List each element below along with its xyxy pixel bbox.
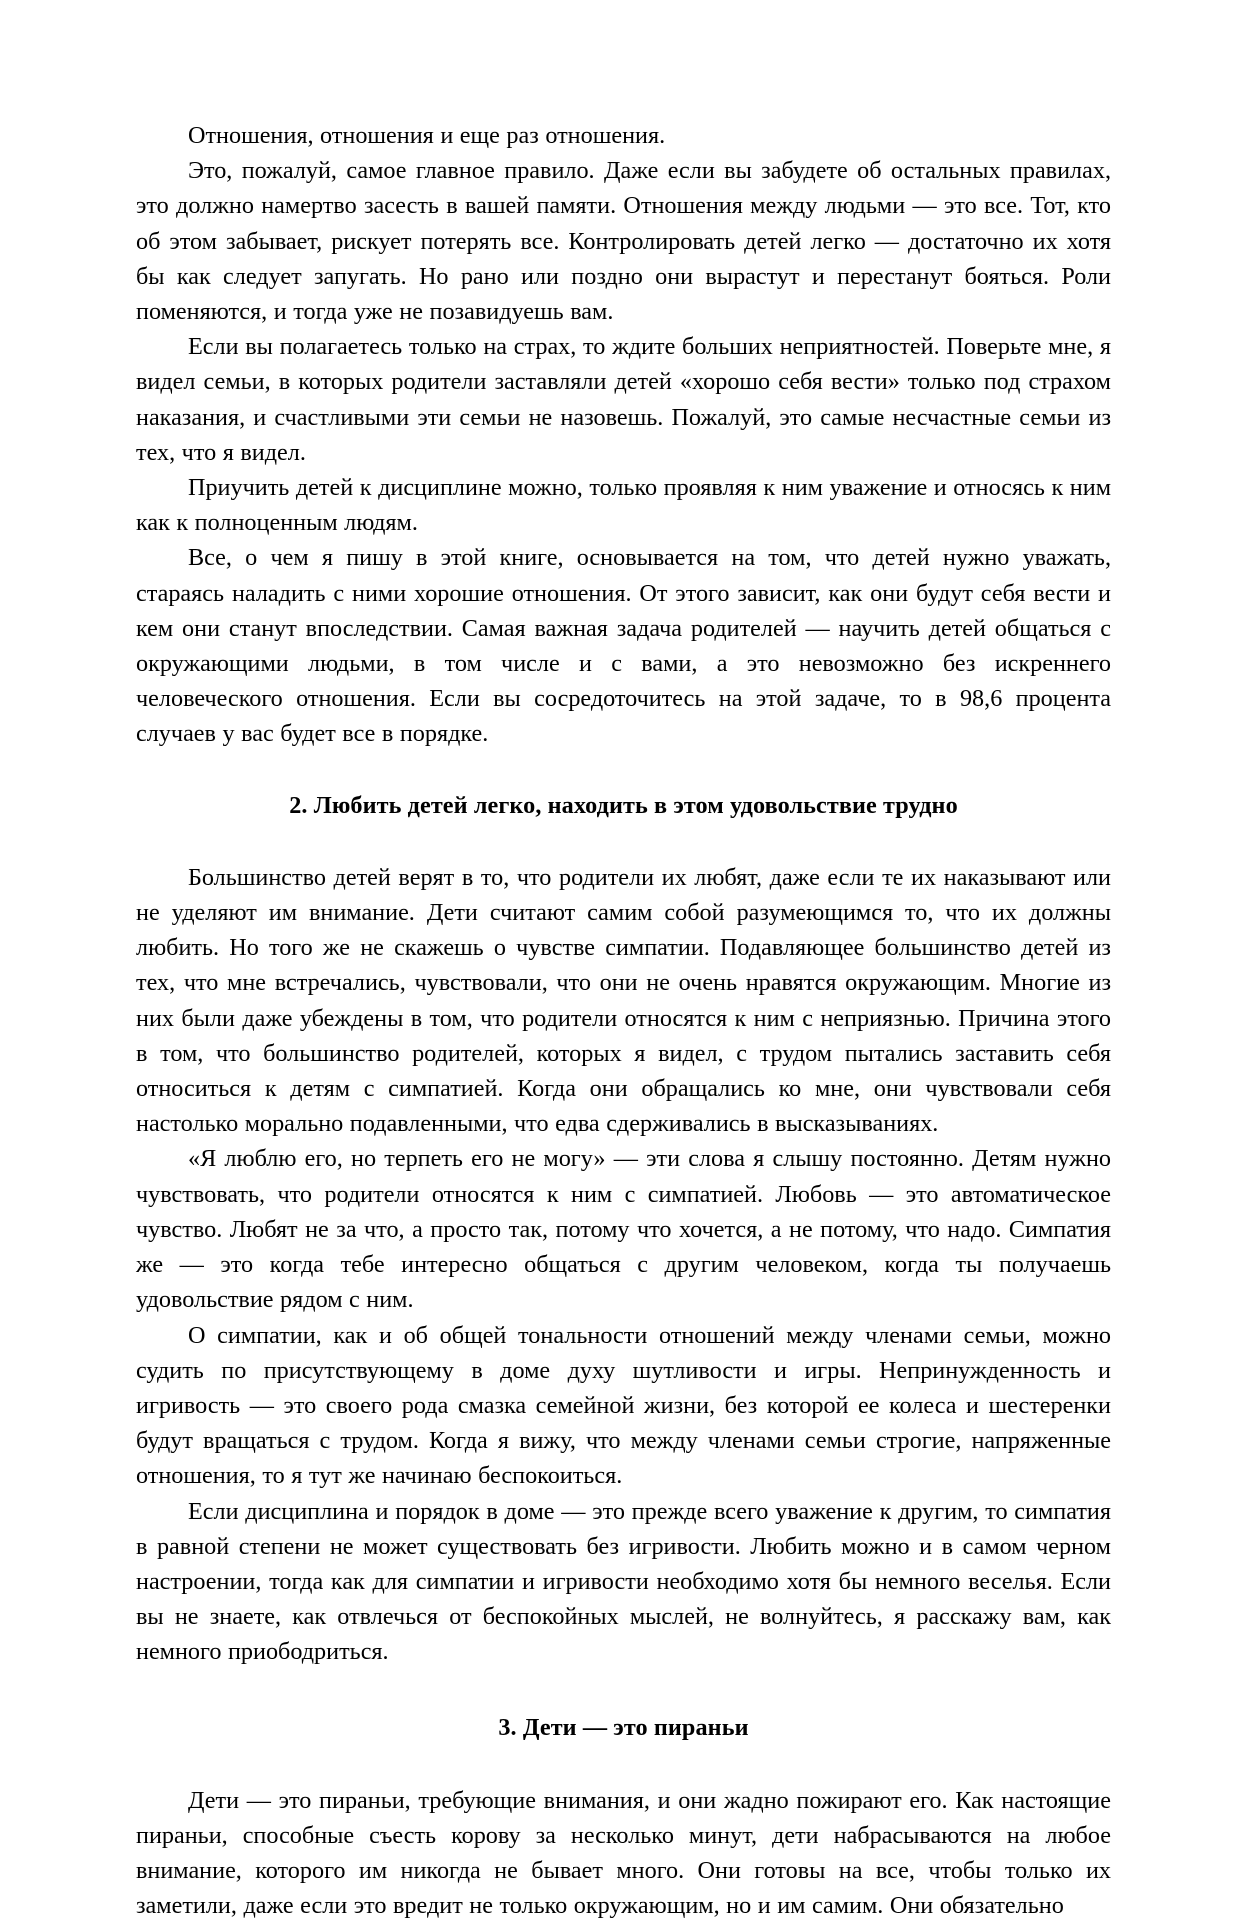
paragraph-main-rule: Это, пожалуй, самое главное правило. Даже если вы забудете об остальных правилах, это должно намертво засесть в вашей памяти. Отношения между людьми — это все. Тот, кто об этом забывает, рискует потерять все. Контролировать детей легко — достаточно их хотя бы как следует запугать. Но рано или поздно они вырастут и перестанут бояться. Роли поменяются, и тогда уже не позавидуешь вам.	[136, 157, 1111, 326]
paragraph-discipline-and-playfulness: Если дисциплина и порядок в доме — это прежде всего уважение к другим, то симпатия в равной степени не может существовать без игривости. Любить можно и в самом черном настроении, тогда как для симпатии и игривости необходимо хотя бы немного веселья. Если вы не знаете, как отвлечься от беспокойных мыслей, не волнуйтесь, я расскажу вам, как немного приободриться.	[136, 1497, 1111, 1666]
spacer-after-heading-3	[136, 1745, 1111, 1783]
paragraph-love-vs-sympathy: «Я люблю его, но терпеть его не могу» — эти слова я слышу постоянно. Детям нужно чувствовать, что родители относятся к ним с симпатией. Любовь — это автоматическое чувство. Любят не за что, а просто так, потому что хочется, а не потому, что надо. Симпатия же — это когда тебе интересно общаться с другим человеком, когда ты получаешь удовольствие рядом с ним.	[136, 1145, 1111, 1314]
spacer-before-heading-3	[136, 1670, 1111, 1710]
heading-section-2: 2. Любить детей легко, находить в этом удовольствие трудно	[289, 791, 958, 819]
paragraph-book-premise: Все, о чем я пишу в этой книге, основывается на том, что детей нужно уважать, стараясь наладить с ними хорошие отношения. От этого зависит, как они будут себя вести и кем они станут впоследствии. Самая важная задача родителей — научить детей общаться с окружающими людьми, в том числе и с вами, а это невозможно без искреннего человеческого отношения. Если вы сосредоточитесь на этой задаче, то в 98,6 процента случаев у вас будет все в порядке.	[136, 544, 1111, 748]
spacer-before-heading-2	[136, 752, 1111, 788]
paragraph-most-children-believe: Большинство детей верят в то, что родители их любят, даже если те их наказывают или не уделяют им внимание. Дети считают самим собой разумеющимся то, что их должны любить. Но того же не скажешь о чувстве симпатии. Подавляющее большинство детей из тех, что мне встречались, чувствовали, что они не очень нравятся окружающим. Многие из них были даже убеждены в том, что родители относятся к ним с неприязнью. Причина этого в том, что большинство родителей, которых я видел, с трудом пытались заставить себя относиться к детям с симпатией. Когда они обращались ко мне, они чувствовали себя настолько морально подавленными, что едва сдерживались в высказываниях.	[136, 863, 1111, 1138]
paragraph-relationships-opening: Отношения, отношения и еще раз отношения.	[188, 122, 666, 149]
heading-section-3: 3. Дети — это пираньи	[498, 1713, 749, 1741]
paragraph-fear-reliance: Если вы полагаетесь только на страх, то ждите больших неприятностей. Поверьте мне, я видел семьи, в которых родители заставляли детей «хорошо себя вести» только под страхом наказания, и счастливыми эти семьи не назовешь. Пожалуй, это самые несчастные семьи из тех, что я видел.	[136, 333, 1111, 466]
page-text-column	[136, 118, 1111, 1924]
paragraph-discipline-respect: Приучить детей к дисциплине можно, только проявляя к ним уважение и относясь к ним как к полноценным людям.	[136, 474, 1111, 537]
paragraph-children-piranhas: Дети — это пираньи, требующие внимания, и они жадно пожирают его. Как настоящие пираньи, способные съесть корову за несколько минут, дети набрасываются на любое внимание, которого им никогда не бывает много. Они готовы на все, чтобы только их заметили, даже если это вредит не только окружающим, но и им самим. Они обязательно	[136, 1786, 1111, 1920]
paragraph-family-tone: О симпатии, как и об общей тональности отношений между членами семьи, можно судить по присутствующему в доме духу шутливости и игры. Непринужденность и игривость — это своего рода смазка семейной жизни, без которой ее колеса и шестеренки будут вращаться с трудом. Когда я вижу, что между членами семьи строгие, напряженные отношения, то я тут же начинаю беспокоиться.	[136, 1321, 1111, 1490]
spacer-after-heading-2	[136, 823, 1111, 860]
